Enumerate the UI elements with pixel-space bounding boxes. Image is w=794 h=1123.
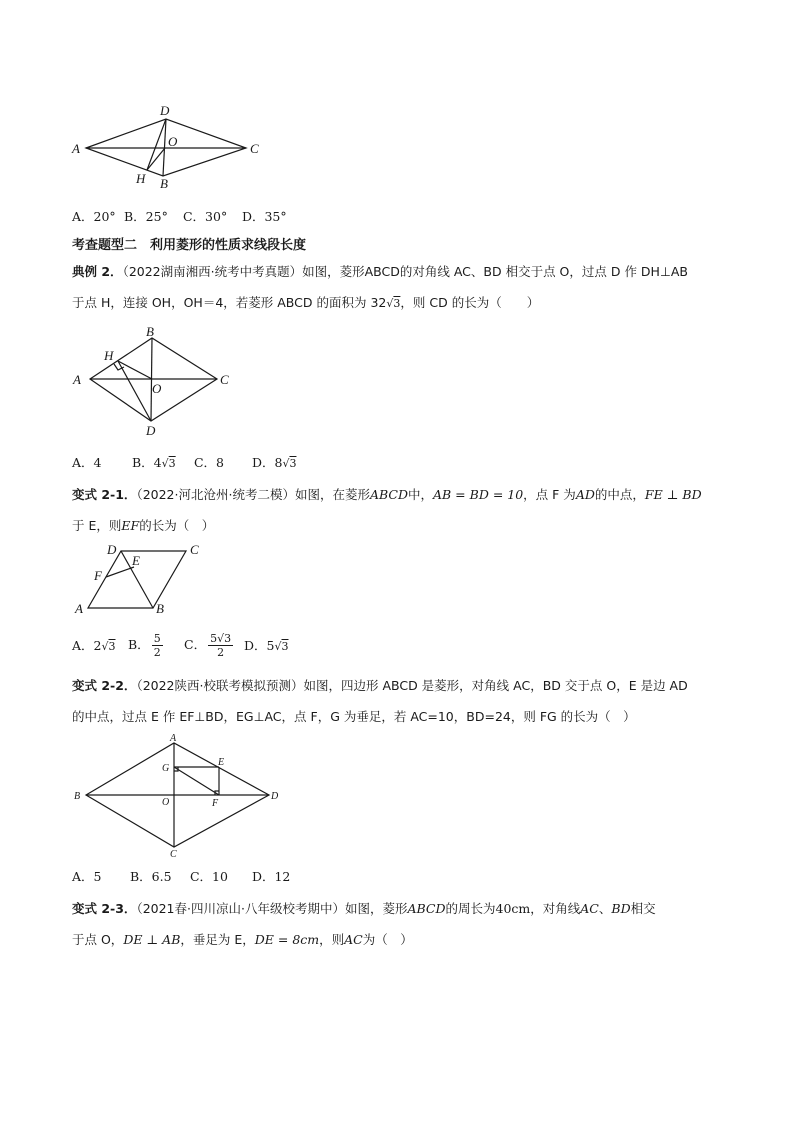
v21-abcd: ABCD (369, 487, 408, 502)
ex2-option-b[interactable]: B．4√3 (131, 455, 176, 470)
ex2-option-a[interactable]: A．4 (72, 455, 102, 470)
ex2-option-d[interactable]: D．8√3 (251, 455, 297, 470)
ex2-text-1: （2022湖南湘西·统考中考真题）如图，菱形ABCD的对角线 AC、BD 相交于点 O，过点 D 作 DH⊥AB (122, 264, 688, 279)
label-h: H (104, 348, 114, 363)
q1-option-b[interactable]: B．25° (123, 209, 168, 224)
v22-option-a[interactable]: A．5 (72, 869, 102, 884)
v21-line1 (72, 485, 702, 503)
v22-option-c[interactable]: C．10 (189, 869, 228, 884)
label-d: D (160, 103, 170, 118)
v23-bd: BD (611, 901, 631, 916)
q1-option-d[interactable]: D．35° (241, 209, 287, 224)
v23-text-1e: 相交 (630, 901, 656, 916)
v23-ac: AC (580, 901, 599, 916)
label-d: D (146, 423, 156, 438)
v21-text-1d: 的中点， (594, 487, 645, 502)
label-g: G (162, 763, 170, 774)
label-a: A (75, 601, 83, 616)
v21-option-b[interactable]: B． $\frac{5}{2}$ (128, 631, 161, 659)
sqrt-symbol: √ (386, 297, 394, 310)
v23-text-2a: 于点 O， (72, 932, 124, 947)
label-h: H (136, 171, 146, 186)
v22-option-d[interactable]: D．12 (251, 869, 291, 884)
v22-line1 (72, 676, 688, 694)
v22-option-b[interactable]: B．6.5 (129, 869, 172, 884)
label-f: F (94, 568, 102, 583)
label-o: O (168, 134, 178, 149)
v21-label: 变式 2-1． (72, 487, 137, 502)
v23-line1 (72, 899, 656, 917)
v21-perp: FE ⊥ BD (644, 487, 702, 502)
figure-q1-rhombus (60, 100, 280, 195)
label-a: A (170, 733, 177, 744)
label-b: B (160, 176, 168, 191)
v21-option-c[interactable]: C． $\frac{5√3}{2}$ (184, 631, 232, 659)
v23-text-1d: 、 (598, 901, 612, 916)
v22-text-2: 的中点，过点 E 作 EF⊥BD，EG⊥AC，点 F，G 为垂足，若 AC=10，BD=24，则 FG 的长为（ ） (72, 709, 636, 724)
v23-abcd: ABCD (407, 901, 446, 916)
label-d: D (271, 791, 279, 802)
v21-text-1c: ，点 F 为 (523, 487, 576, 502)
label-e: E (132, 553, 140, 568)
v23-perp: DE ⊥ AB (123, 932, 181, 947)
v22-label: 变式 2-2． (72, 678, 137, 693)
label-a: A (72, 141, 80, 156)
label-e: E (218, 757, 225, 768)
label-o: O (162, 797, 170, 808)
ex2-option-c[interactable]: C．8 (193, 455, 224, 470)
v22-line2 (72, 707, 636, 725)
label-a: A (73, 372, 81, 387)
ex2-options (72, 453, 296, 471)
label-b: B (146, 324, 154, 339)
v23-text-1a: （2021春·四川凉山·八年级校考期中）如图，菱形 (136, 901, 408, 916)
v23-text-1c: ，对角线 (530, 901, 581, 916)
v23-label: 变式 2-3． (72, 901, 137, 916)
v21-text-1a: （2022·河北沧州·统考二模）如图，在菱形 (136, 487, 370, 502)
v23-ac2: AC (344, 932, 363, 947)
ex2-line2 (72, 293, 539, 311)
v21-text-1b: 中， (407, 487, 433, 502)
ex2-line1 (72, 262, 688, 280)
section-title: 考查题型二 利用菱形的性质求线段长度 (72, 238, 307, 253)
v21-text-2a: 于 E，则 (72, 518, 122, 533)
v22-options (72, 867, 290, 885)
v23-text-1b: 的周长为 (445, 901, 496, 916)
v22-text-1: （2022陕西·校联考模拟预测）如图，四边形 ABCD 是菱形，对角线 AC，BD 交于点 O，E 是边 AD (136, 678, 688, 693)
label-c: C (170, 849, 177, 860)
q1-option-c[interactable]: C．30° (182, 209, 228, 224)
v21-option-d[interactable]: D．5√3 (244, 638, 289, 653)
label-o: O (152, 381, 162, 396)
diagonal-bd (151, 338, 152, 421)
v23-line2 (72, 930, 413, 948)
label-c: C (190, 542, 199, 557)
v23-text-2c: ，则 (319, 932, 345, 947)
v21-ef: EF (121, 518, 140, 533)
ex2-text-2-rad: 3 (393, 297, 401, 310)
segment-gf (174, 767, 219, 795)
segment-oh (147, 148, 165, 170)
v23-de: DE = 8cm (254, 932, 320, 947)
v21-line2 (72, 516, 214, 534)
v23-perim: 40cm (495, 901, 531, 916)
figure-v21-rhombus (64, 540, 224, 620)
ex2-text-2b: ，则 CD 的长为（ ） (400, 295, 540, 310)
v21-options (72, 628, 289, 662)
figure-v22-rhombus (64, 730, 294, 860)
v21-eq: AB = BD = 10 (433, 487, 524, 502)
label-c: C (220, 372, 229, 387)
ex2-label: 典例 2． (72, 264, 123, 279)
q1-option-a[interactable]: A．20° (72, 209, 116, 224)
v23-text-2b: ，垂足为 E， (180, 932, 255, 947)
v21-ad: AD (575, 487, 595, 502)
ex2-text-2a: 于点 H，连接 OH，OH＝4，若菱形 ABCD 的面积为 32 (72, 295, 387, 310)
label-f: F (212, 798, 219, 809)
label-b: B (74, 791, 81, 802)
label-d: D (107, 542, 117, 557)
figure-ex2-rhombus (60, 320, 250, 440)
label-b: B (156, 601, 164, 616)
label-c: C (250, 141, 259, 156)
v21-text-2b: 的长为（ ） (139, 518, 215, 533)
v23-text-2d: 为（ ） (362, 932, 413, 947)
v21-option-a[interactable]: A．2√3 (72, 638, 116, 653)
q1-options (72, 207, 287, 225)
